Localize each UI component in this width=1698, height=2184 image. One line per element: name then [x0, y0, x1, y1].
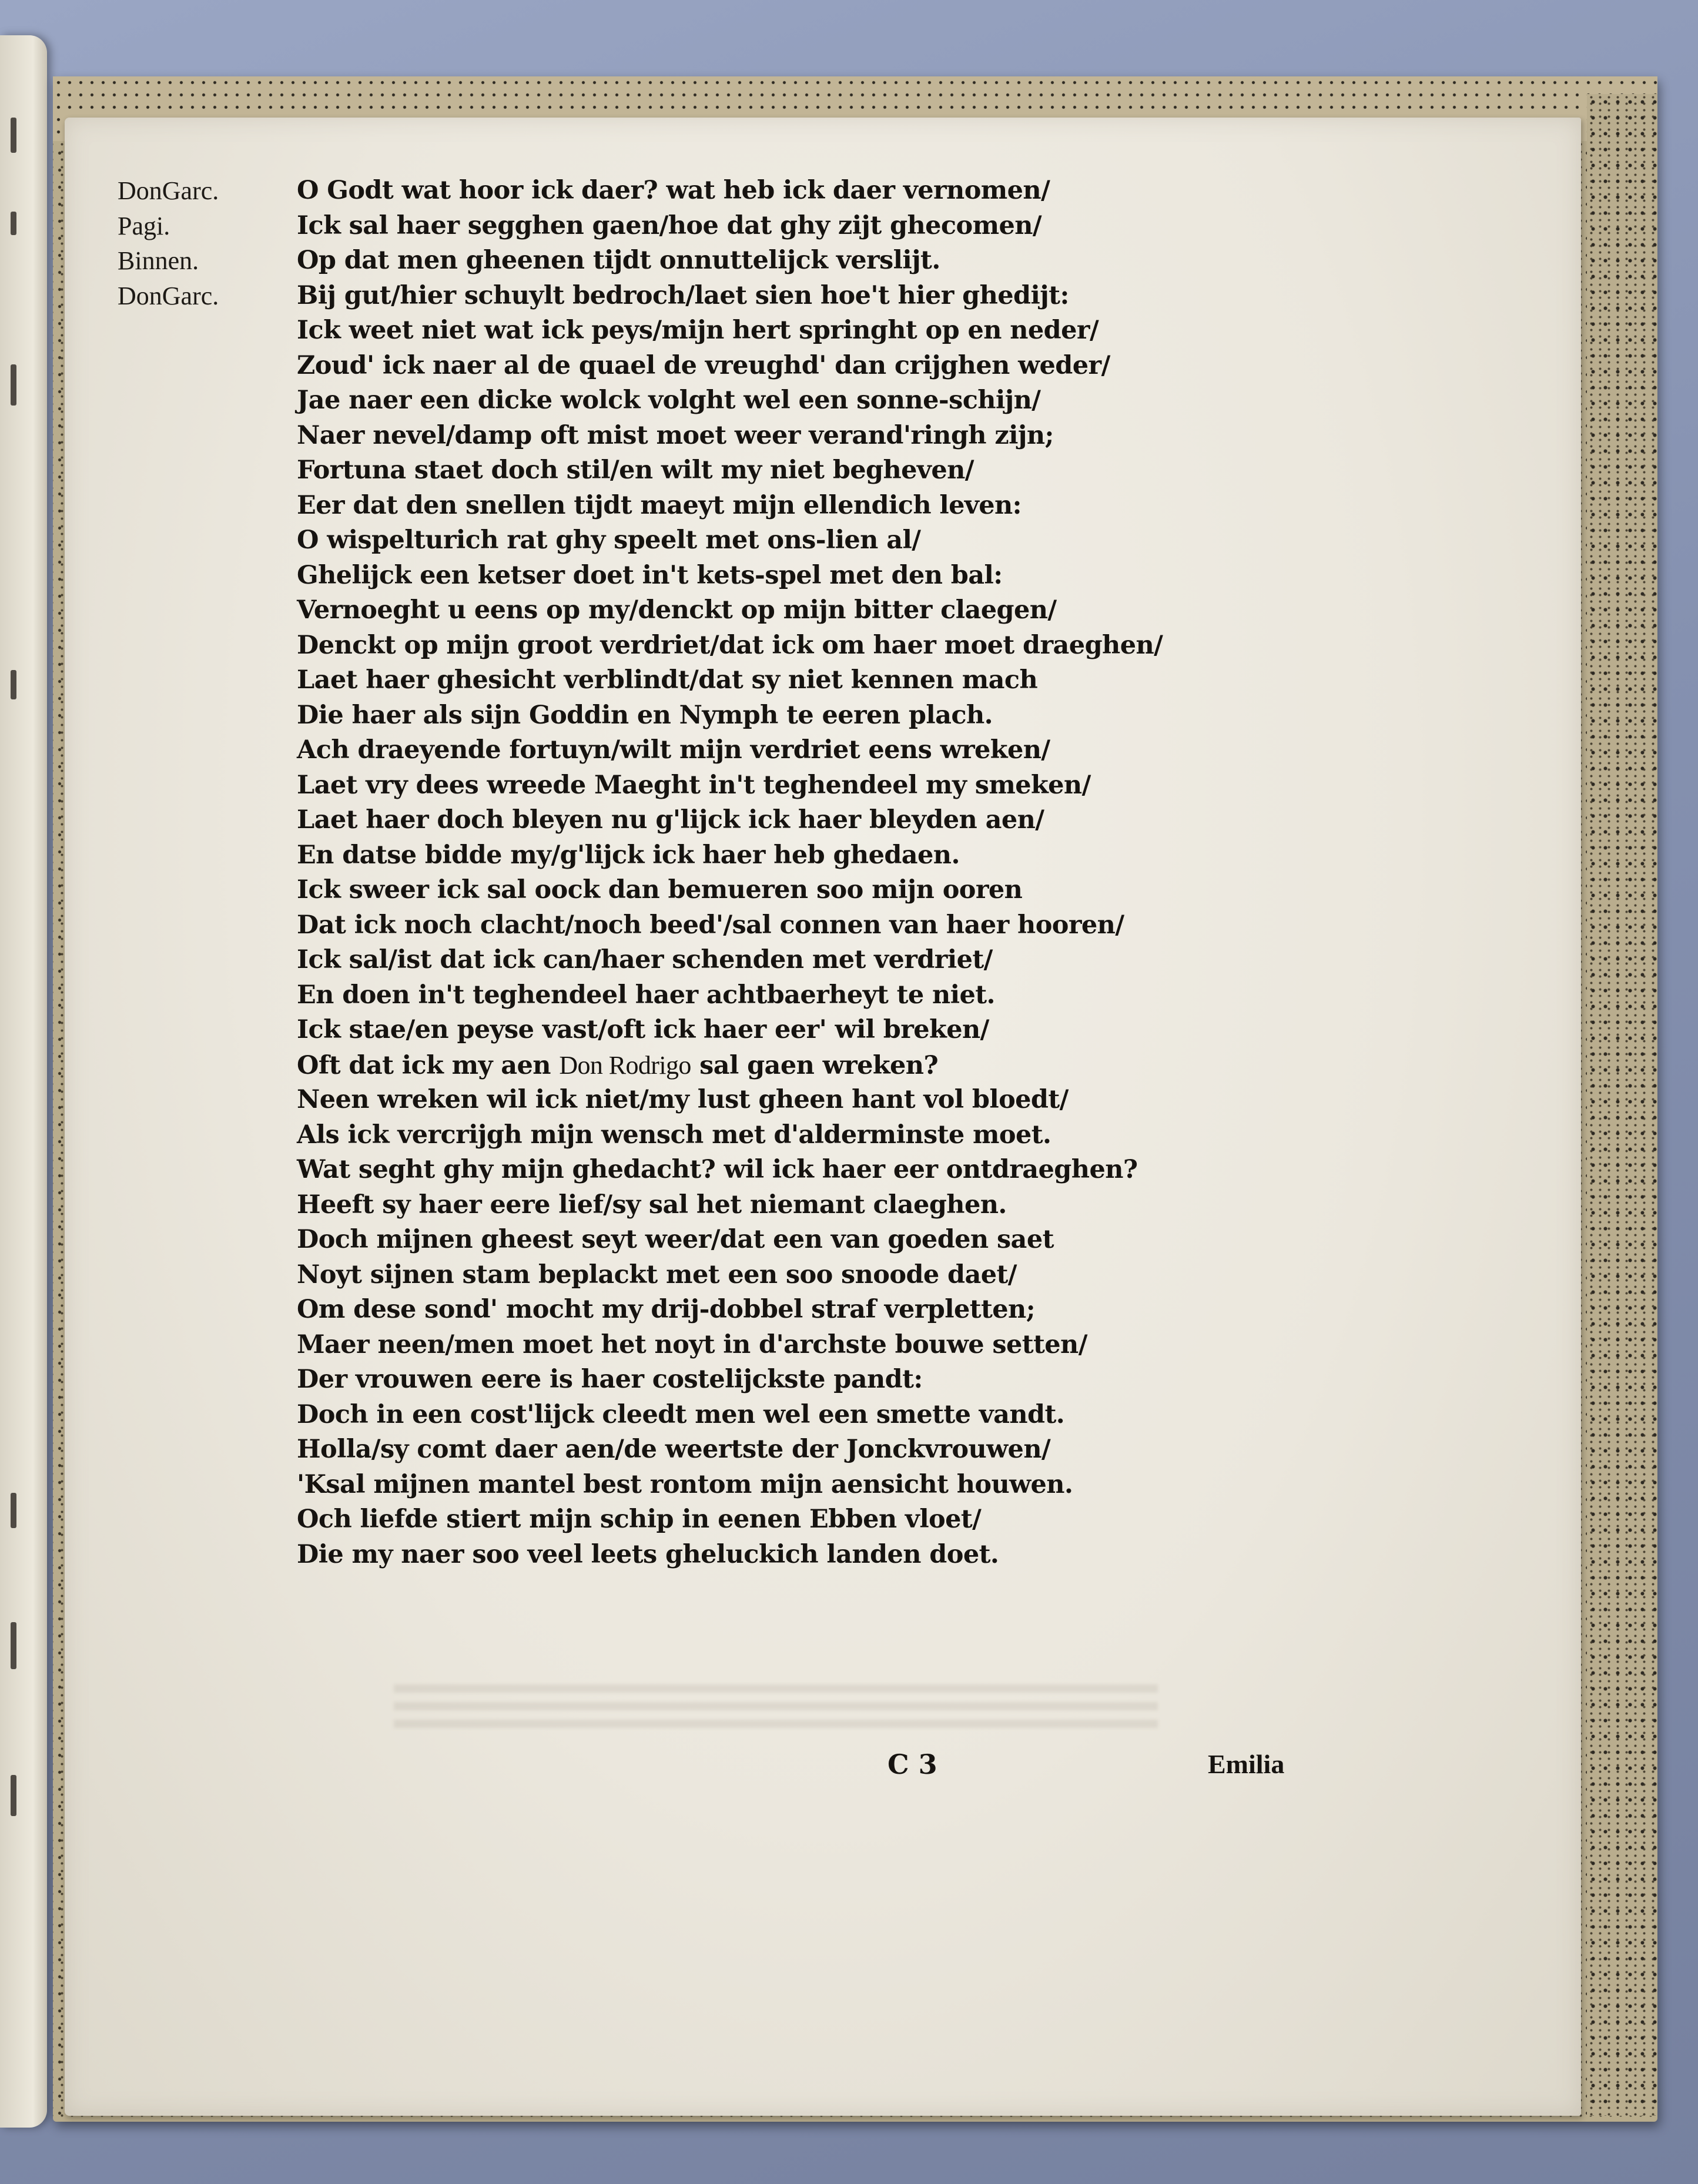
verse-line — [118, 1292, 1528, 1328]
verse-text: Doch in een cost'lijck cleedt men wel een smette vandt. — [297, 1399, 1065, 1429]
speaker-label: DonGarc. — [118, 176, 219, 205]
roman-name: Don Rodrigo — [559, 1050, 691, 1080]
verse-line — [118, 209, 1528, 244]
verse-text: Zoud' ick naer al de quael de vreughd' dan crijghen weder/ — [297, 350, 1110, 380]
verse-block — [118, 173, 1528, 1572]
speaker-label: Pagi. — [118, 211, 170, 240]
book-fore-edge — [1587, 94, 1657, 2116]
verse-text: Laet haer ghesicht verblindt/dat sy niet kennen mach — [297, 665, 1038, 695]
verse-text — [297, 1048, 938, 1083]
verse-line — [118, 838, 1528, 873]
speaker-label: DonGarc. — [118, 281, 219, 310]
verse-text-after: sal gaen wreken? — [691, 1050, 939, 1080]
verse-line — [118, 1468, 1528, 1503]
verse-text: Denckt op mijn groot verdriet/dat ick om haer moet draeghen/ — [297, 630, 1163, 660]
verse-text: Bij gut/hier schuylt bedroch/laet sien hoe't hier ghedijt: — [297, 280, 1069, 310]
verse-line — [118, 488, 1528, 524]
verse-line — [118, 873, 1528, 908]
verse-text: Holla/sy comt daer aen/de weertste der Jonckvrouwen/ — [297, 1435, 1051, 1464]
verse-line — [118, 1398, 1528, 1433]
verse-text: Der vrouwen eere is haer costelijckste pandt: — [297, 1365, 923, 1394]
verse-line — [118, 803, 1528, 838]
verse-line — [118, 1083, 1528, 1118]
verse-text: Wat seght ghy mijn ghedacht? wil ick haer eer ontdraeghen? — [297, 1155, 1138, 1184]
verse-text: Ick sweer ick sal oock dan bemueren soo mijn ooren — [297, 875, 1023, 905]
verse-line — [118, 978, 1528, 1013]
verse-line — [118, 383, 1528, 418]
verse-text: Eer dat den snellen tijdt maeyt mijn ellendich leven: — [297, 490, 1022, 520]
verse-line — [118, 453, 1528, 488]
verse-text: Om dese sond' mocht my drij-dobbel straf verpletten; — [297, 1295, 1035, 1324]
verse-line — [118, 313, 1528, 349]
verse-text: Noyt sijnen stam beplackt met een soo snoode daet/ — [297, 1260, 1017, 1289]
verse-text: En doen in't teghendeel haer achtbaerheyt te niet. — [297, 980, 995, 1010]
verse-text: Ick sal/ist dat ick can/haer schenden met verdriet/ — [297, 945, 993, 974]
verse-text: Ick sal haer segghen gaen/hoe dat ghy zijt ghecomen/ — [297, 210, 1041, 240]
verse-line — [118, 1153, 1528, 1188]
verse-line — [118, 593, 1528, 628]
verse-line — [118, 173, 1528, 209]
verse-line — [118, 908, 1528, 943]
verse-line — [118, 1118, 1528, 1153]
verse-line — [118, 943, 1528, 978]
verse-line — [118, 418, 1528, 454]
verse-text: O wispelturich rat ghy speelt met ons-lien al/ — [297, 525, 921, 555]
left-page-text-fragment — [11, 1775, 16, 1816]
verse-line — [118, 243, 1528, 279]
verse-text: Ick weet niet wat ick peys/mijn hert springht op en neder/ — [297, 316, 1099, 345]
verse-text: Fortuna staet doch stil/en wilt my niet begheven/ — [297, 455, 974, 485]
verse-text: Heeft sy haer eere lief/sy sal het niemant claeghen. — [297, 1190, 1007, 1220]
show-through-text — [394, 1675, 1158, 1728]
verse-text: O Godt wat hoor ick daer? wat heb ick daer vernomen/ — [297, 176, 1050, 205]
verse-text: Ghelijck een ketser doet in't kets-spel met den bal: — [297, 560, 1003, 590]
verse-text: Maer neen/men moet het noyt in d'archste bouwe setten/ — [297, 1329, 1087, 1359]
verse-text: Ick stae/en peyse vast/oft ick haer eer' wil breken/ — [297, 1015, 989, 1044]
verse-text: 'Ksal mijnen mantel best rontom mijn aensicht houwen. — [297, 1469, 1073, 1499]
left-page-text-fragment — [11, 118, 16, 153]
verse-text: Als ick vercrijgh mijn wensch met d'alderminste moet. — [297, 1120, 1051, 1150]
verse-text: Die my naer soo veel leets gheluckich landen doet. — [297, 1539, 999, 1569]
verse-line — [118, 628, 1528, 664]
verse-text: Vernoeght u eens op my/denckt op mijn bitter claegen/ — [297, 595, 1057, 625]
left-page-edge — [0, 35, 47, 2128]
verse-line — [118, 1432, 1528, 1468]
verse-line — [118, 1502, 1528, 1537]
signature-mark: C 3 — [887, 1748, 937, 1780]
verse-line — [118, 1013, 1528, 1048]
verse-text: Ach draeyende fortuyn/wilt mijn verdriet eens wreken/ — [297, 735, 1050, 765]
verse-text-before: Oft dat ick my aen — [297, 1050, 560, 1080]
verse-line — [118, 279, 1528, 314]
verse-line — [118, 1222, 1528, 1258]
verse-text: Laet vry dees wreede Maeght in't teghendeel my smeken/ — [297, 770, 1091, 800]
left-page-text-fragment — [11, 1493, 16, 1528]
verse-text: Op dat men gheenen tijdt onnuttelijck verslijt. — [297, 246, 940, 275]
verse-text: En datse bidde my/g'lijck ick haer heb ghedaen. — [297, 840, 960, 870]
verse-line — [118, 1328, 1528, 1363]
verse-line — [118, 1188, 1528, 1223]
verse-line — [118, 698, 1528, 733]
verse-text: Och liefde stiert mijn schip in eenen Ebben vloet/ — [297, 1505, 982, 1534]
verse-line — [118, 349, 1528, 384]
left-page-text-fragment — [11, 212, 16, 235]
left-page-text-fragment — [11, 1622, 16, 1669]
verse-text: Dat ick noch clacht/noch beed'/sal connen van haer hooren/ — [297, 910, 1124, 940]
left-page-text-fragment — [11, 364, 16, 406]
speaker-label: Binnen. — [118, 246, 199, 275]
verse-line — [118, 1048, 1528, 1083]
verse-line — [118, 733, 1528, 768]
left-page-text-fragment — [11, 670, 16, 699]
catchword: Emilia — [1208, 1749, 1285, 1779]
verse-line — [118, 663, 1528, 698]
verse-text: Laet haer doch bleyen nu g'lijck ick haer bleyden aen/ — [297, 805, 1044, 835]
verse-text: Neen wreken wil ick niet/my lust gheen hant vol bloedt/ — [297, 1085, 1069, 1114]
verse-line — [118, 523, 1528, 558]
verse-line — [118, 1537, 1528, 1573]
verse-line — [118, 768, 1528, 803]
verse-text: Jae naer een dicke wolck volght wel een sonne-schijn/ — [297, 386, 1041, 415]
verse-line — [118, 1362, 1528, 1398]
printed-page — [65, 118, 1581, 2116]
verse-line — [118, 558, 1528, 594]
verse-text: Doch mijnen gheest seyt weer/dat een van goeden saet — [297, 1225, 1054, 1254]
verse-line — [118, 1258, 1528, 1293]
verse-text: Naer nevel/damp oft mist moet weer verand'ringh zijn; — [297, 420, 1054, 450]
verse-text: Die haer als sijn Goddin en Nymph te eeren plach. — [297, 700, 993, 730]
